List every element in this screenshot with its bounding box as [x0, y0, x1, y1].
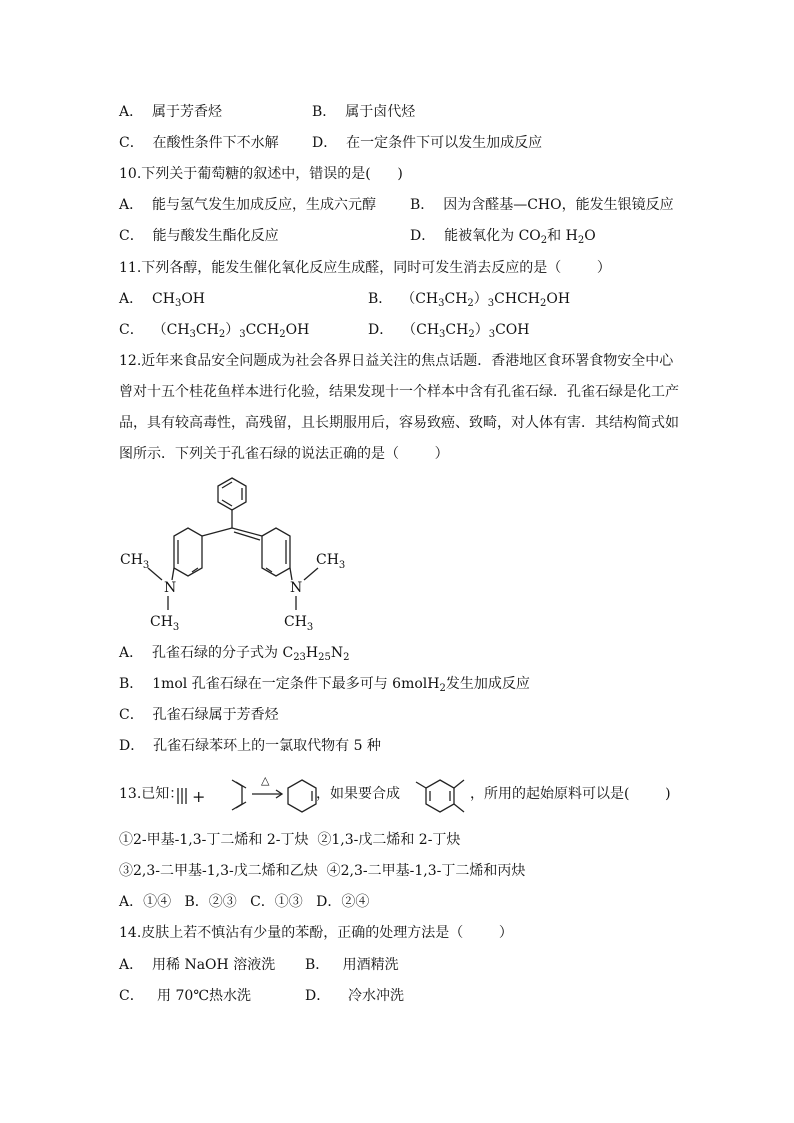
q10-stem: 10.下列关于葡萄糖的叙述中，错误的是( ) — [119, 166, 403, 182]
methyl-left-upper-label: $CH_3$ — [120, 552, 150, 571]
q13-choices: A．①④ B．②③ C．①③ D．②④ — [119, 894, 370, 910]
q14-stem: 14.皮肤上若不慎沾有少量的苯酚，正确的处理方法是（ ） — [119, 925, 513, 941]
q12-stem-line-2: 曾对十五个桂花鱼样本进行化验，结果发现十一个样本中含有孔雀石绿．孔雀石绿是化工产 — [119, 384, 679, 400]
q14-option-c: C． 用 70℃热水洗 — [119, 988, 251, 1004]
q11-stem: 11.下列各醇，能发生催化氧化反应生成醛，同时可发生消去反应的是（ ） — [119, 260, 611, 276]
q12-option-d: D． 孔雀石绿苯环上的一氯取代物有 5 种 — [119, 738, 381, 754]
q10-option-a: A． 能与氢气发生加成反应，生成六元醇 — [119, 197, 377, 213]
q9-option-d: D． 在一定条件下可以发生加成反应 — [312, 135, 543, 151]
q9-option-a: A． 属于芳香烃 — [119, 104, 223, 120]
heat-symbol: △ — [261, 774, 270, 787]
q13-stem-suffix: ，所用的起始原料可以是( ) — [470, 786, 671, 802]
q12-stem-line-1: 12.近年来食品安全问题成为社会各界日益关注的焦点话题．香港地区食环署食物安全中心 — [119, 353, 674, 369]
q10-option-b: B． 因为含醛基—CHO，能发生银镜反应 — [410, 197, 674, 213]
methyl-right-lower-label: $CH_3$ — [284, 614, 314, 632]
q12-stem-line-3: 品，具有较高毒性，高残留，且长期服用后，容易致癌、致畸，对人体有害．其结构简式如 — [119, 415, 679, 431]
q14-option-b: B． 用酒精洗 — [305, 957, 399, 973]
methyl-right-upper-label: $CH_3$ — [316, 552, 346, 571]
q11-option-b: B． $(CH_3CH_2)_3CHCH_2OH$ — [368, 291, 571, 309]
nitrogen-left-label: N — [164, 580, 177, 596]
q11-option-a: A． $CH_3OH$ — [119, 291, 205, 309]
q14-option-d: D． 冷水冲洗 — [305, 988, 405, 1004]
q12-option-a: A． 孔雀石绿的分子式为 $C_{23}H_{25}N_2$ — [119, 645, 350, 663]
q12-stem-line-4: 图所示．下列关于孔雀石绿的说法正确的是（ ） — [119, 446, 449, 462]
q12-option-c: C． 孔雀石绿属于芳香烃 — [119, 707, 279, 723]
q9-option-c: C． 在酸性条件下不水解 — [119, 135, 279, 151]
q13-options-line-2: ③2,3-二甲基-1,3-戊二烯和乙炔 ④2,3-二甲基-1,3-丁二烯和丙炔 — [119, 863, 526, 879]
q11-option-d: D． $(CH_3CH_2)_3COH$ — [368, 322, 530, 340]
malachite-green-structure — [112, 472, 352, 632]
q13-stem-prefix: 13.已知： — [119, 786, 184, 802]
q10-option-c: C． 能与酸发生酯化反应 — [119, 228, 279, 244]
q14-option-a: A． 用稀 NaOH 溶液洗 — [119, 957, 276, 973]
q13-stem-middle: ，如果要合成 — [316, 786, 400, 802]
q13-options-line-1: ①2-甲基-1,3-丁二烯和 2-丁炔 ②1,3-戊二烯和 2-丁炔 — [119, 832, 461, 848]
methyl-left-lower-label: $CH_3$ — [150, 614, 180, 632]
q12-option-b: B． 1mol 孔雀石绿在一定条件下最多可与 6molH$_2$发生加成反应 — [119, 676, 530, 694]
q11-option-c: C． $(CH_3CH_2)_3CCH_2OH$ — [119, 322, 310, 340]
plus-sign: + — [192, 787, 206, 806]
q10-option-d: D． 能被氧化为 $CO_2$和 $H_2O$ — [410, 228, 596, 246]
nitrogen-right-label: N — [290, 580, 303, 596]
q9-option-b: B． 属于卤代烃 — [312, 104, 416, 120]
